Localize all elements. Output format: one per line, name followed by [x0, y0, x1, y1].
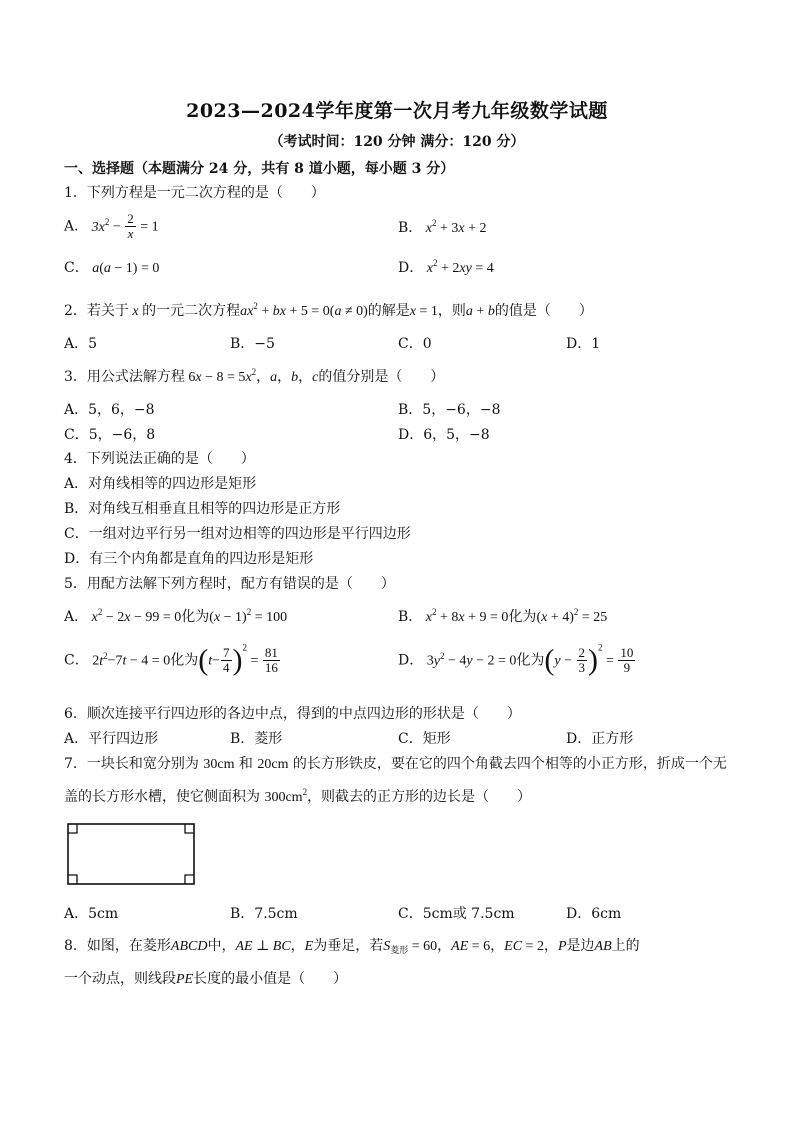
q5-option-b: B． $x^2 + 8x + 9 = 0$化为$(x + 4)^2 = 25$ — [398, 607, 608, 625]
corner-square-top-left — [68, 824, 77, 833]
q4-option-c: C．一组对边平行另一组对边相等的四边形是平行四边形 — [64, 526, 411, 542]
q6-option-d: D．正方形 — [566, 731, 634, 747]
q8-stem-line2: 一个动点，则线段PE长度的最小值是（ ） — [64, 971, 348, 987]
q5-option-c: C． $2t^2-7t - 4 = 0$化为(t− $\frac{7}{4}$ )$^2$ = $\frac{81}{16}$ — [64, 642, 278, 677]
corner-square-top-right — [185, 824, 194, 833]
q7-option-d: D．6cm — [566, 906, 622, 922]
exam-subtitle: （考试时间：120 分钟 满分：120 分） — [269, 134, 525, 150]
q6-option-b: B．菱形 — [230, 731, 283, 747]
q1-stem: 1．下列方程是一元二次方程的是（ ） — [64, 185, 325, 201]
q7-option-a: A．5cm — [64, 906, 119, 922]
q1-option-d: D． $x^2 + 2xy = 4$ — [398, 258, 494, 276]
tin-sheet-diagram — [66, 822, 196, 886]
q1-option-c: C． a(a − 1) = 0 — [64, 260, 160, 276]
section-heading: 一、选择题（本题满分 24 分，共有 8 道小题，每小题 3 分） — [64, 161, 455, 177]
q7-stem-line2: 盖的长方形水槽，使它侧面积为 $300cm^2$，则截去的正方形的边长是（ ） — [64, 787, 532, 805]
q2-option-c: C．0 — [398, 336, 432, 352]
q6-option-a: A．平行四边形 — [64, 731, 159, 747]
q7-option-b: B．7.5cm — [230, 906, 298, 922]
q2-option-a: A．5 — [64, 336, 98, 352]
q2-option-b: B．−5 — [230, 336, 275, 352]
q8-stem-line1: 8．如图，在菱形ABCD中，AE ⊥ BC，E为垂足，若$S_{菱形} = 60$，AE = 6，EC = 2，P是边AB上的 — [64, 938, 640, 956]
q5-option-d: D． $3y^2 - 4y - 2 = 0$化为(y − $\frac{2}{3}$ )$^2$ = $\frac{10}{9}$ — [398, 642, 634, 677]
q3-option-d: D．6，5，−8 — [398, 427, 490, 443]
sheet-outline — [68, 824, 194, 884]
exam-title: 2023—2024学年度第一次月考九年级数学试题 — [186, 100, 608, 122]
corner-square-bottom-right — [185, 875, 194, 884]
q7-option-c: C．5cm或 7.5cm — [398, 906, 515, 922]
q4-option-b: B．对角线互相垂直且相等的四边形是正方形 — [64, 501, 341, 517]
q1-option-a: A． $3x^2$ − $\frac{2}{x}$ = 1 — [64, 211, 159, 241]
q4-stem: 4．下列说法正确的是（ ） — [64, 451, 255, 467]
q6-option-c: C．矩形 — [398, 731, 451, 747]
q3-stem: 3．用公式法解方程 $6x - 8 = 5x^2$，a，b，c的值分别是（ ） — [64, 367, 445, 385]
corner-square-bottom-left — [68, 875, 77, 884]
q2-option-d: D．1 — [566, 336, 601, 352]
q6-stem: 6．顺次连接平行四边形的各边中点，得到的中点四边形的形状是（ ） — [64, 706, 521, 722]
q5-option-a: A． $x^2 - 2x - 99 = 0$化为$(x - 1)^2 = 100$ — [64, 607, 288, 625]
q3-option-c: C．5，−6，8 — [64, 427, 156, 443]
q7-stem-line1: 7．一块长和宽分别为 30cm 和 20cm 的长方形铁皮，要在它的四个角截去四个相等的小正方形，折成一个无 — [64, 756, 727, 772]
q3-option-b: B．5，−6，−8 — [398, 402, 501, 418]
q4-option-a: A．对角线相等的四边形是矩形 — [64, 476, 257, 492]
q2-stem: 2．若关于 x 的一元二次方程$ax^2$ + bx + 5 = 0(a ≠ 0)的解是x = 1，则a + b的值是（ ） — [64, 301, 593, 319]
q5-stem: 5．用配方法解下列方程时，配方有错误的是（ ） — [64, 576, 395, 592]
q3-option-a: A．5，6，−8 — [64, 402, 155, 418]
q4-option-d: D．有三个内角都是直角的四边形是矩形 — [64, 551, 314, 567]
q1-option-b: B． $x^2 + 3x + 2$ — [398, 218, 487, 236]
